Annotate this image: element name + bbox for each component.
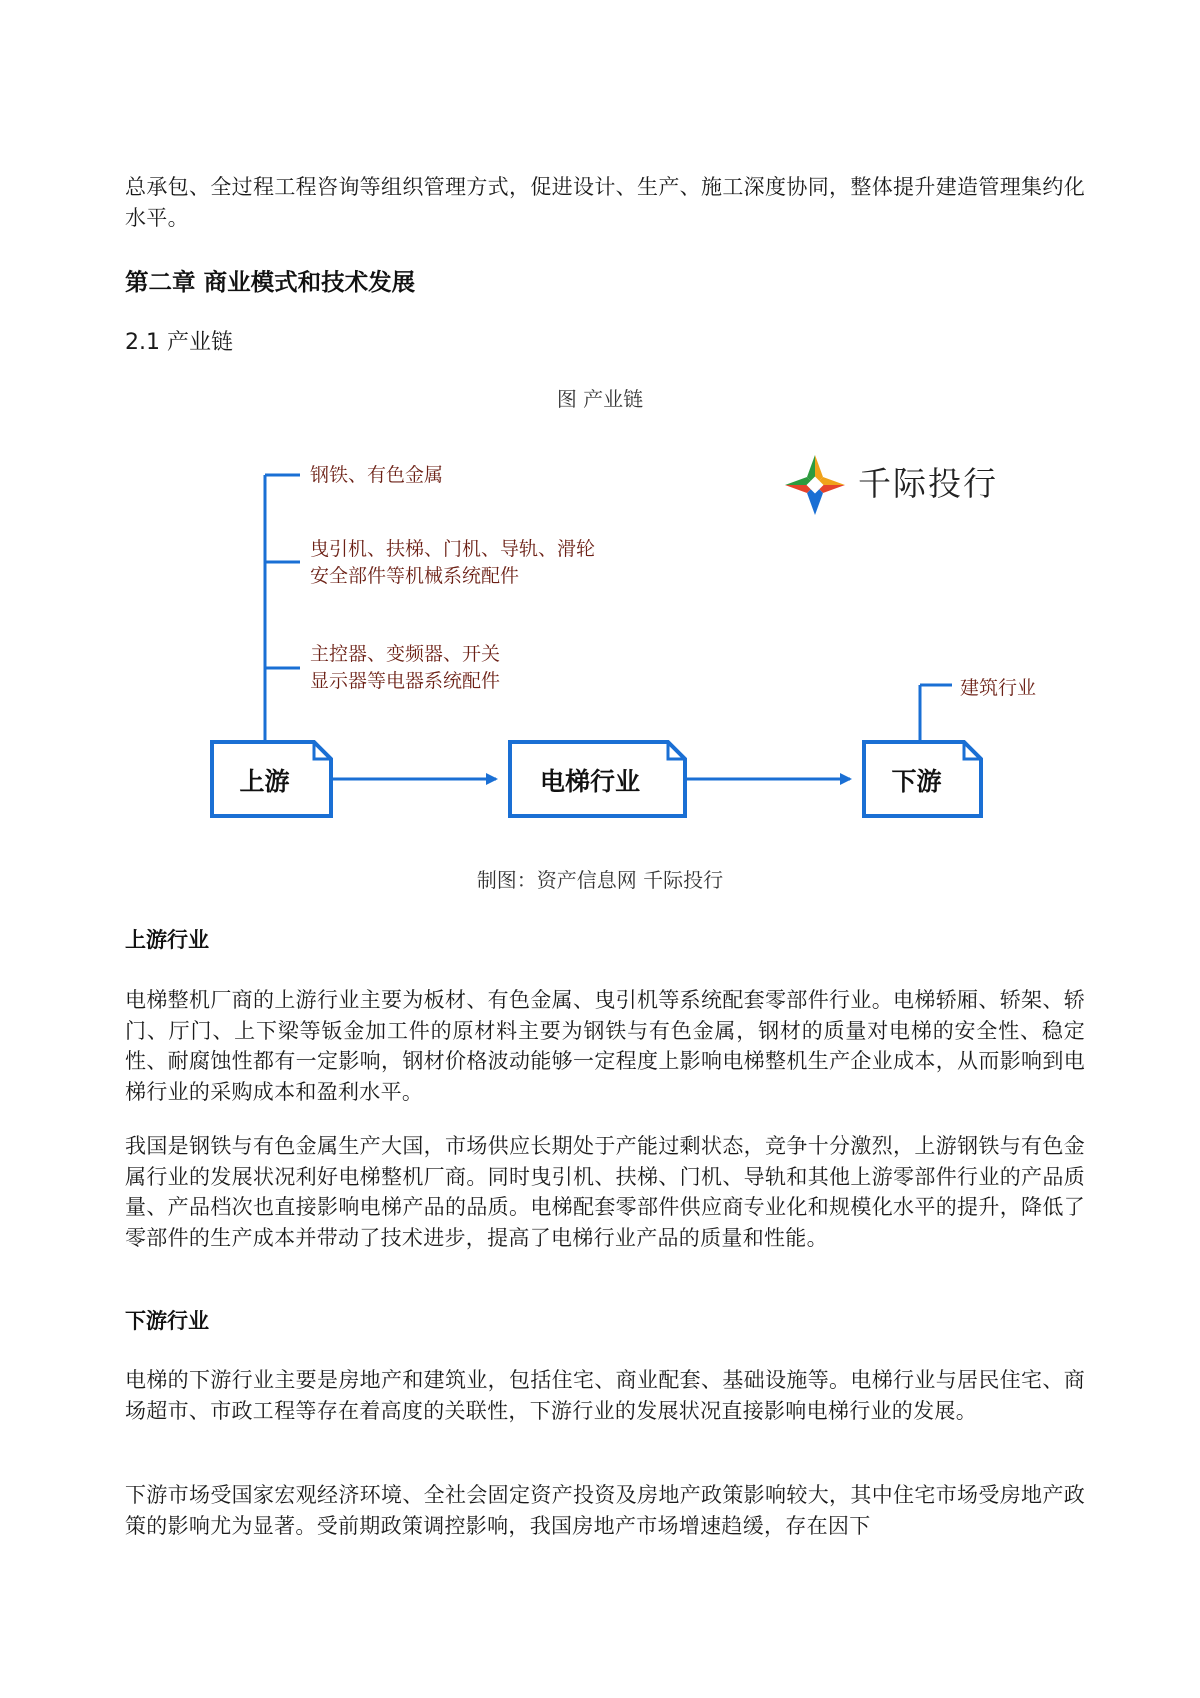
figure-source: 制图：资产信息网 千际投行 — [476, 868, 724, 892]
downstream-heading: 下游行业 — [125, 1309, 209, 1333]
logo-mark — [785, 455, 845, 515]
industry-chain-diagram — [0, 440, 1200, 840]
supply-item-2-line2: 安全部件等机械系统配件 — [310, 565, 520, 587]
intro-paragraph: 总承包、全过程工程咨询等组织管理方式，促进设计、生产、施工深度协同，整体提升建造管理集约化水平。 — [125, 175, 1085, 230]
upstream-paragraph-2: 我国是钢铁与有色金属生产大国，市场供应长期处于产能过剩状态，竞争十分激烈，上游钢铁与有色金属行业的发展状况利好电梯整机厂商。同时曳引机、扶梯、门机、导轨和其他上游零部件行业的产品质量、产品档次也直接影响电梯产品的品质。电梯配套零部件供应商专业化和规模化水平的提升，降低了零部件的生产成本并带动了技术进步，提高了电梯行业产品的质量和性能。 — [125, 1134, 1085, 1250]
supply-item-3-line2: 显示器等电器系统配件 — [310, 670, 501, 692]
supply-item-1-line1: 钢铁、有色金属 — [310, 464, 444, 486]
supply-item-2-line1: 曳引机、扶梯、门机、导轨、滑轮 — [310, 538, 596, 560]
node-upstream: 上游 — [239, 767, 290, 796]
node-elevator-industry: 电梯行业 — [539, 767, 640, 796]
node-downstream: 下游 — [891, 767, 942, 796]
upstream-heading: 上游行业 — [125, 928, 209, 952]
supply-item-1 — [310, 462, 443, 489]
downstream-paragraph-1: 电梯的下游行业主要是房地产和建筑业，包括住宅、商业配套、基础设施等。电梯行业与居民住宅、商场超市、市政工程等存在着高度的关联性，下游行业的发展状况直接影响电梯行业的发展。 — [125, 1368, 1085, 1423]
downstream-paragraph-2: 下游市场受国家宏观经济环境、全社会固定资产投资及房地产政策影响较大，其中住宅市场受房地产政策的影响尤为显著。受前期政策调控影响，我国房地产市场增速趋缓，存在因下 — [125, 1483, 1085, 1538]
supply-item-2 — [310, 536, 595, 590]
downstream-item: 建筑行业 — [960, 677, 1037, 699]
chapter-title: 第二章 商业模式和技术发展 — [125, 268, 416, 296]
logo-text: 千际投行 — [858, 464, 998, 503]
figure-caption: 图 产业链 — [556, 387, 644, 411]
section-title: 2.1 产业链 — [125, 330, 233, 355]
supply-item-3-line1: 主控器、变频器、开关 — [310, 643, 501, 665]
supply-item-3 — [310, 641, 500, 695]
upstream-paragraph-1: 电梯整机厂商的上游行业主要为板材、有色金属、曳引机等系统配套零部件行业。电梯轿厢、轿架、轿门、厅门、上下梁等钣金加工件的原材料主要为钢铁与有色金属，钢材的质量对电梯的安全性、稳定性、耐腐蚀性都有一定影响，钢材价格波动能够一定程度上影响电梯整机生产企业成本，从而影响到电梯行业的采购成本和盈利水平。 — [125, 988, 1085, 1104]
